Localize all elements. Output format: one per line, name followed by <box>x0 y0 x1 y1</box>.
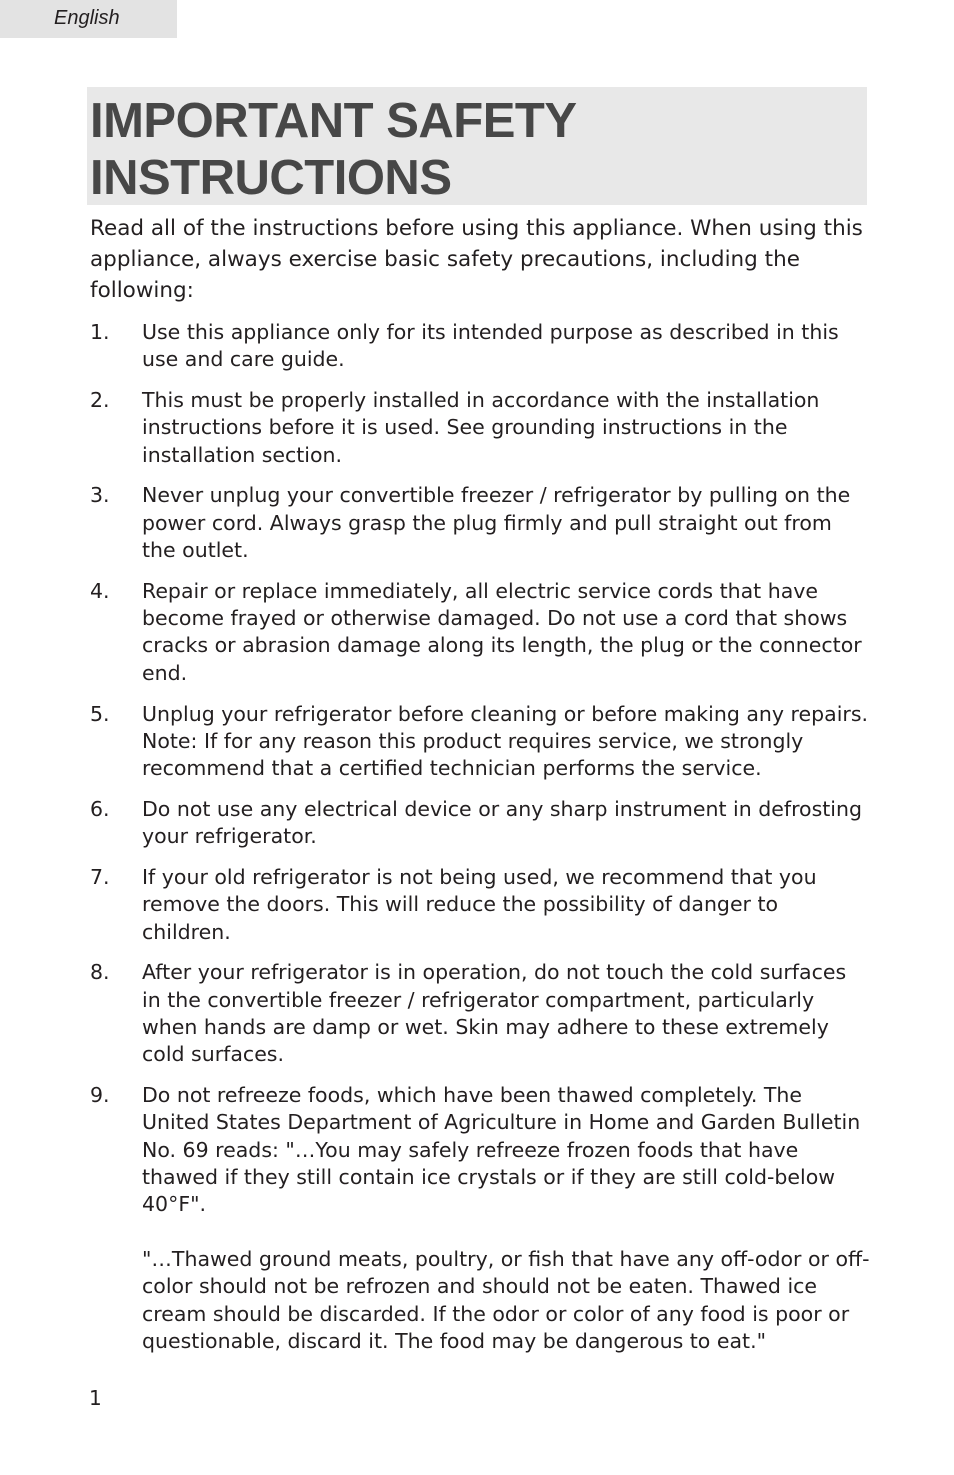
title-banner <box>87 87 867 205</box>
intro-paragraph: Read all of the instructions before using this appliance. When using this appliance, always exercise basic safety precautions, including the following: <box>90 216 863 303</box>
item-text: Do not use any electrical device or any sharp instrument in defrosting your refrigerator. <box>142 796 863 849</box>
item-text: Repair or replace immediately, all electric service cords that have become frayed or otherwise damaged. Do not use a cord that shows cracks or abrasion damage along its length, the plug or the connector end. <box>142 578 862 685</box>
item-number: 6. <box>90 796 110 821</box>
item-text: Do not refreeze foods, which have been thawed completely. The United States Department of Agriculture in Home and Garden Bulletin No. 69 reads: "…You may safely refreeze frozen foods that have thawed if they still contain ice crystals or if they are still cold-below 40°F". <box>142 1083 861 1217</box>
list-item <box>90 796 870 851</box>
item-number: 1. <box>90 320 110 344</box>
safety-instructions-list <box>90 319 870 1369</box>
item-text: Unplug your refrigerator before cleaning or before making any repairs. Note: If for any reason this product requires service, we strongly recommend that a certified technician performs the service. <box>142 701 869 781</box>
list-item <box>90 387 870 469</box>
list-item <box>90 319 870 374</box>
item-text-continued: "…Thawed ground meats, poultry, or fish that have any off-odor or off-color should not be refrozen and should not be eaten. Thawed ice cream should be discarded. If the odor or color of any food is poor or questionable, discard it. The food may be dangerous to eat." <box>142 1246 870 1353</box>
page-number: 1 <box>89 1386 102 1410</box>
list-item <box>90 864 870 946</box>
list-item <box>90 701 870 783</box>
item-number: 2. <box>90 388 110 413</box>
list-item <box>90 959 870 1068</box>
item-text: After your refrigerator is in operation, do not touch the cold surfaces in the convertible freezer / refrigerator compartment, particularly when hands are damp or wet. Skin may adhere to these extremely cold surfaces. <box>142 960 847 1067</box>
item-text: Never unplug your convertible freezer / refrigerator by pulling on the power cord. Always grasp the plug firmly and pull straight out from the outlet. <box>142 483 851 563</box>
language-tab: English <box>0 0 177 38</box>
page-title <box>87 87 867 207</box>
list-item <box>90 578 870 687</box>
list-item <box>90 1082 870 1355</box>
page-title-line-2: INSTRUCTIONS <box>90 151 452 205</box>
item-text: If your old refrigerator is not being used, we recommend that you remove the doors. This will reduce the possibility of danger to children. <box>142 865 817 944</box>
page-title-line-1: IMPORTANT SAFETY <box>90 94 577 148</box>
item-text: Use this appliance only for its intended purpose as described in this use and care guide. <box>142 320 839 372</box>
list-item <box>90 482 870 564</box>
item-number: 5. <box>90 701 110 726</box>
item-number: 7. <box>90 865 110 890</box>
item-number: 9. <box>90 1083 110 1108</box>
item-number: 4. <box>90 578 110 603</box>
item-number: 8. <box>90 960 110 985</box>
item-text: This must be properly installed in accordance with the installation instructions before it is used. See grounding instructions in the installation section. <box>142 388 820 467</box>
item-number: 3. <box>90 483 110 508</box>
